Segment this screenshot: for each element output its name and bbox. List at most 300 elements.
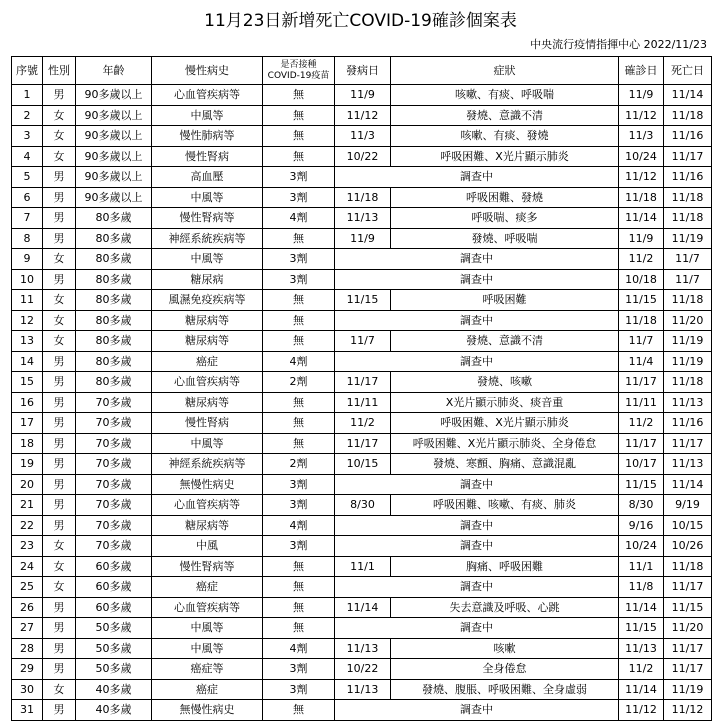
cell-sex: 男 [43,167,76,188]
cell-onset: 11/14 [335,597,391,618]
cell-vaccination: 4劑 [263,638,335,659]
header-death: 死亡日 [664,57,712,85]
header-confirm: 確診日 [619,57,664,85]
cell-vaccination: 3劑 [263,474,335,495]
cell-vaccination: 4劑 [263,208,335,229]
table-row [12,290,712,311]
cell-no: 14 [12,351,43,372]
cell-sex: 男 [43,392,76,413]
cell-age: 90多歲以上 [76,187,152,208]
cell-chronic: 中風等 [152,638,263,659]
cell-confirm: 11/17 [619,372,664,393]
header-vaccination-line1: 是否接種 [280,59,317,70]
cell-chronic: 中風 [152,536,263,557]
cell-symptoms: X光片顯示肺炎、痰音重 [391,392,619,413]
table-row [12,577,712,598]
cell-chronic: 心血管疾病等 [152,85,263,106]
cell-no: 16 [12,392,43,413]
cell-age: 70多歲 [76,536,152,557]
cell-onset: 11/13 [335,679,391,700]
cell-death: 11/19 [664,228,712,249]
cell-confirm: 11/12 [619,700,664,721]
cases-table [11,56,712,721]
table-row [12,618,712,639]
cell-symptoms: 調查中 [335,536,619,557]
cell-age: 80多歲 [76,290,152,311]
cell-chronic: 中風等 [152,187,263,208]
cell-no: 18 [12,433,43,454]
cell-age: 70多歲 [76,413,152,434]
cell-confirm: 11/8 [619,577,664,598]
cell-confirm: 10/17 [619,454,664,475]
cell-sex: 男 [43,413,76,434]
cell-sex: 女 [43,146,76,167]
cell-age: 70多歲 [76,515,152,536]
cell-no: 31 [12,700,43,721]
table-row [12,495,712,516]
cell-sex: 男 [43,597,76,618]
cell-sex: 男 [43,208,76,229]
cell-vaccination: 無 [263,290,335,311]
table-row [12,126,712,147]
cell-vaccination: 3劑 [263,659,335,680]
table-row [12,474,712,495]
cell-vaccination: 2劑 [263,372,335,393]
cell-chronic: 中風等 [152,433,263,454]
cell-symptoms: 呼吸困難 [391,290,619,311]
cell-confirm: 11/9 [619,228,664,249]
cell-vaccination: 3劑 [263,679,335,700]
cell-chronic: 癌症 [152,577,263,598]
cell-symptoms: 調查中 [335,618,619,639]
cell-sex: 女 [43,577,76,598]
header-vaccination [263,57,335,85]
cell-sex: 女 [43,105,76,126]
table-row [12,413,712,434]
cell-no: 10 [12,269,43,290]
cell-age: 90多歲以上 [76,146,152,167]
cell-chronic: 心血管疾病等 [152,372,263,393]
cell-symptoms: 全身倦怠 [391,659,619,680]
cell-death: 11/17 [664,433,712,454]
cell-death: 11/14 [664,474,712,495]
cell-death: 11/18 [664,372,712,393]
cell-death: 11/7 [664,269,712,290]
cell-symptoms: 呼吸困難、X光片顯示肺炎、全身倦怠 [391,433,619,454]
cell-chronic: 糖尿病等 [152,310,263,331]
cell-age: 80多歲 [76,228,152,249]
table-body [12,85,712,721]
cell-no: 28 [12,638,43,659]
source-note: 中央流行疫情指揮中心 2022/11/23 [530,38,707,51]
cell-onset: 10/22 [335,659,391,680]
cell-vaccination: 無 [263,310,335,331]
table-row [12,679,712,700]
cell-age: 50多歲 [76,618,152,639]
cell-vaccination: 3劑 [263,167,335,188]
cell-death: 11/19 [664,679,712,700]
table-row [12,659,712,680]
cell-sex: 男 [43,474,76,495]
cell-no: 21 [12,495,43,516]
cell-symptoms: 失去意識及呼吸、心跳 [391,597,619,618]
table-row [12,515,712,536]
table-row [12,351,712,372]
cell-confirm: 10/24 [619,146,664,167]
cell-onset: 11/11 [335,392,391,413]
cell-confirm: 11/11 [619,392,664,413]
cell-confirm: 11/15 [619,618,664,639]
cell-onset: 11/18 [335,187,391,208]
cell-vaccination: 無 [263,433,335,454]
cell-age: 60多歲 [76,556,152,577]
cell-no: 30 [12,679,43,700]
cell-no: 26 [12,597,43,618]
table-row [12,146,712,167]
table-row [12,536,712,557]
cell-no: 5 [12,167,43,188]
cell-chronic: 無慢性病史 [152,700,263,721]
cell-sex: 女 [43,249,76,270]
cell-vaccination: 無 [263,146,335,167]
cell-confirm: 11/3 [619,126,664,147]
cell-sex: 男 [43,187,76,208]
cell-death: 11/19 [664,331,712,352]
cell-onset: 11/7 [335,331,391,352]
cell-age: 80多歲 [76,331,152,352]
cell-confirm: 10/18 [619,269,664,290]
cell-vaccination: 3劑 [263,269,335,290]
cell-sex: 男 [43,433,76,454]
cell-sex: 女 [43,310,76,331]
cell-no: 24 [12,556,43,577]
table-row [12,700,712,721]
cell-sex: 男 [43,659,76,680]
cell-no: 3 [12,126,43,147]
table-row [12,638,712,659]
cell-death: 11/16 [664,126,712,147]
header-vaccination-line2: COVID-19疫苗 [267,70,330,81]
cell-confirm: 11/15 [619,474,664,495]
cell-sex: 女 [43,679,76,700]
cell-onset: 11/9 [335,228,391,249]
cell-onset: 8/30 [335,495,391,516]
cell-age: 80多歲 [76,310,152,331]
cell-chronic: 糖尿病等 [152,331,263,352]
cell-age: 40多歲 [76,679,152,700]
cell-confirm: 11/14 [619,208,664,229]
cell-sex: 男 [43,495,76,516]
cell-vaccination: 3劑 [263,187,335,208]
cell-sex: 男 [43,454,76,475]
cell-death: 11/12 [664,700,712,721]
cell-confirm: 11/14 [619,679,664,700]
cell-confirm: 11/2 [619,413,664,434]
cell-chronic: 糖尿病等 [152,515,263,536]
cell-vaccination: 無 [263,331,335,352]
cell-vaccination: 4劑 [263,351,335,372]
table-row [12,187,712,208]
cell-age: 90多歲以上 [76,167,152,188]
cell-onset: 11/17 [335,372,391,393]
cell-chronic: 中風等 [152,105,263,126]
cell-age: 70多歲 [76,392,152,413]
cell-symptoms: 調查中 [335,351,619,372]
cell-no: 9 [12,249,43,270]
cell-chronic: 癌症 [152,351,263,372]
table-row [12,85,712,106]
cell-chronic: 慢性腎病 [152,146,263,167]
cell-age: 80多歲 [76,269,152,290]
cell-vaccination: 無 [263,556,335,577]
cell-symptoms: 調查中 [335,700,619,721]
cell-no: 8 [12,228,43,249]
cell-vaccination: 無 [263,618,335,639]
cell-age: 60多歲 [76,577,152,598]
cell-chronic: 風濕免疫疾病等 [152,290,263,311]
cell-no: 1 [12,85,43,106]
cell-sex: 女 [43,290,76,311]
cell-death: 11/18 [664,105,712,126]
cell-age: 90多歲以上 [76,126,152,147]
cell-symptoms: 呼吸困難、咳嗽、有痰、肺炎 [391,495,619,516]
cell-sex: 男 [43,351,76,372]
cell-no: 7 [12,208,43,229]
cell-chronic: 無慢性病史 [152,474,263,495]
cell-no: 23 [12,536,43,557]
cell-chronic: 慢性腎病等 [152,208,263,229]
cell-symptoms: 發燒、意識不清 [391,105,619,126]
cell-onset: 10/15 [335,454,391,475]
cell-symptoms: 調查中 [335,249,619,270]
cell-death: 11/19 [664,351,712,372]
cell-no: 2 [12,105,43,126]
cell-death: 11/18 [664,290,712,311]
cell-no: 6 [12,187,43,208]
cell-no: 15 [12,372,43,393]
cell-confirm: 11/2 [619,249,664,270]
cell-confirm: 11/14 [619,597,664,618]
cell-death: 11/7 [664,249,712,270]
cell-confirm: 11/15 [619,290,664,311]
cell-no: 13 [12,331,43,352]
cell-vaccination: 無 [263,228,335,249]
cell-confirm: 11/4 [619,351,664,372]
cell-onset: 11/15 [335,290,391,311]
table-row [12,392,712,413]
cell-chronic: 慢性腎病 [152,413,263,434]
cell-confirm: 11/18 [619,310,664,331]
cell-confirm: 11/9 [619,85,664,106]
table-row [12,433,712,454]
cell-chronic: 高血壓 [152,167,263,188]
cell-symptoms: 呼吸喘、痰多 [391,208,619,229]
cell-no: 27 [12,618,43,639]
cell-no: 11 [12,290,43,311]
cell-vaccination: 無 [263,577,335,598]
table-row [12,105,712,126]
cell-age: 40多歲 [76,700,152,721]
table-row [12,310,712,331]
cell-vaccination: 3劑 [263,536,335,557]
cell-chronic: 糖尿病 [152,269,263,290]
cell-death: 11/18 [664,208,712,229]
cell-no: 4 [12,146,43,167]
cell-sex: 男 [43,85,76,106]
cell-onset: 11/2 [335,413,391,434]
cell-death: 11/17 [664,659,712,680]
cell-symptoms: 調查中 [335,167,619,188]
cell-age: 70多歲 [76,433,152,454]
cell-symptoms: 發燒、咳嗽 [391,372,619,393]
cell-symptoms: 調查中 [335,474,619,495]
header-age: 年齡 [76,57,152,85]
cell-chronic: 慢性腎病等 [152,556,263,577]
cell-age: 70多歲 [76,454,152,475]
cell-chronic: 心血管疾病等 [152,597,263,618]
cell-sex: 女 [43,556,76,577]
cell-death: 11/13 [664,454,712,475]
cell-death: 10/26 [664,536,712,557]
cell-symptoms: 發燒、腹脹、呼吸困難、全身虛弱 [391,679,619,700]
cell-death: 11/17 [664,146,712,167]
cell-symptoms: 咳嗽、有痰、呼吸喘 [391,85,619,106]
cell-age: 70多歲 [76,495,152,516]
table-row [12,454,712,475]
cell-age: 80多歲 [76,249,152,270]
cell-age: 80多歲 [76,372,152,393]
cell-death: 11/13 [664,392,712,413]
cell-death: 9/19 [664,495,712,516]
cell-confirm: 10/24 [619,536,664,557]
cell-vaccination: 無 [263,413,335,434]
cell-death: 11/20 [664,618,712,639]
cell-death: 11/16 [664,413,712,434]
header-onset: 發病日 [335,57,391,85]
cell-confirm: 11/12 [619,167,664,188]
cell-age: 80多歲 [76,208,152,229]
cell-onset: 11/13 [335,638,391,659]
cell-no: 25 [12,577,43,598]
cell-vaccination: 無 [263,700,335,721]
cell-symptoms: 咳嗽、有痰、發燒 [391,126,619,147]
cell-vaccination: 3劑 [263,249,335,270]
cell-symptoms: 調查中 [335,269,619,290]
table-row [12,167,712,188]
cell-chronic: 糖尿病等 [152,392,263,413]
table-row [12,249,712,270]
cell-death: 11/20 [664,310,712,331]
cell-no: 29 [12,659,43,680]
cell-death: 11/17 [664,638,712,659]
cell-onset: 11/12 [335,105,391,126]
cell-confirm: 11/1 [619,556,664,577]
cell-no: 20 [12,474,43,495]
cell-sex: 女 [43,331,76,352]
cell-onset: 11/13 [335,208,391,229]
cell-no: 12 [12,310,43,331]
cell-confirm: 11/17 [619,433,664,454]
cell-sex: 男 [43,700,76,721]
cell-vaccination: 無 [263,597,335,618]
cell-no: 19 [12,454,43,475]
cell-symptoms: 胸痛、呼吸困難 [391,556,619,577]
cell-no: 17 [12,413,43,434]
cell-symptoms: 調查中 [335,515,619,536]
cell-chronic: 神經系統疾病等 [152,228,263,249]
table-row [12,269,712,290]
cell-sex: 女 [43,126,76,147]
cell-age: 60多歲 [76,597,152,618]
cell-confirm: 11/13 [619,638,664,659]
cell-sex: 男 [43,372,76,393]
table-row [12,556,712,577]
cell-chronic: 神經系統疾病等 [152,454,263,475]
cell-age: 50多歲 [76,638,152,659]
cell-death: 11/18 [664,556,712,577]
cell-symptoms: 呼吸困難、發燒 [391,187,619,208]
cell-onset: 11/1 [335,556,391,577]
cell-chronic: 癌症等 [152,659,263,680]
cell-vaccination: 3劑 [263,495,335,516]
cell-age: 80多歲 [76,351,152,372]
cell-confirm: 11/12 [619,105,664,126]
cell-sex: 男 [43,269,76,290]
cell-confirm: 11/2 [619,659,664,680]
cell-chronic: 慢性肺病等 [152,126,263,147]
header-no: 序號 [12,57,43,85]
cell-symptoms: 呼吸困難、X光片顯示肺炎 [391,146,619,167]
table-row [12,208,712,229]
cell-chronic: 中風等 [152,249,263,270]
cell-symptoms: 調查中 [335,577,619,598]
cell-vaccination: 無 [263,126,335,147]
cell-sex: 男 [43,228,76,249]
cell-onset: 11/9 [335,85,391,106]
cell-symptoms: 咳嗽 [391,638,619,659]
cell-sex: 男 [43,618,76,639]
cell-sex: 男 [43,638,76,659]
cell-vaccination: 無 [263,105,335,126]
header-chronic: 慢性病史 [152,57,263,85]
cell-confirm: 9/16 [619,515,664,536]
cell-symptoms: 發燒、意識不清 [391,331,619,352]
cell-chronic: 癌症 [152,679,263,700]
table-row [12,372,712,393]
table-row [12,597,712,618]
header-symptoms: 症狀 [391,57,619,85]
table-header-row [12,57,712,85]
cell-age: 90多歲以上 [76,85,152,106]
cell-vaccination: 2劑 [263,454,335,475]
header-sex: 性別 [43,57,76,85]
cell-vaccination: 無 [263,392,335,413]
cell-confirm: 11/18 [619,187,664,208]
cell-onset: 10/22 [335,146,391,167]
table-row [12,331,712,352]
cell-death: 10/15 [664,515,712,536]
cell-death: 11/14 [664,85,712,106]
cell-vaccination: 無 [263,85,335,106]
cell-onset: 11/3 [335,126,391,147]
cell-age: 70多歲 [76,474,152,495]
cell-death: 11/17 [664,577,712,598]
cell-chronic: 心血管疾病等 [152,495,263,516]
cell-confirm: 8/30 [619,495,664,516]
cell-vaccination: 4劑 [263,515,335,536]
cell-onset: 11/17 [335,433,391,454]
cell-no: 22 [12,515,43,536]
